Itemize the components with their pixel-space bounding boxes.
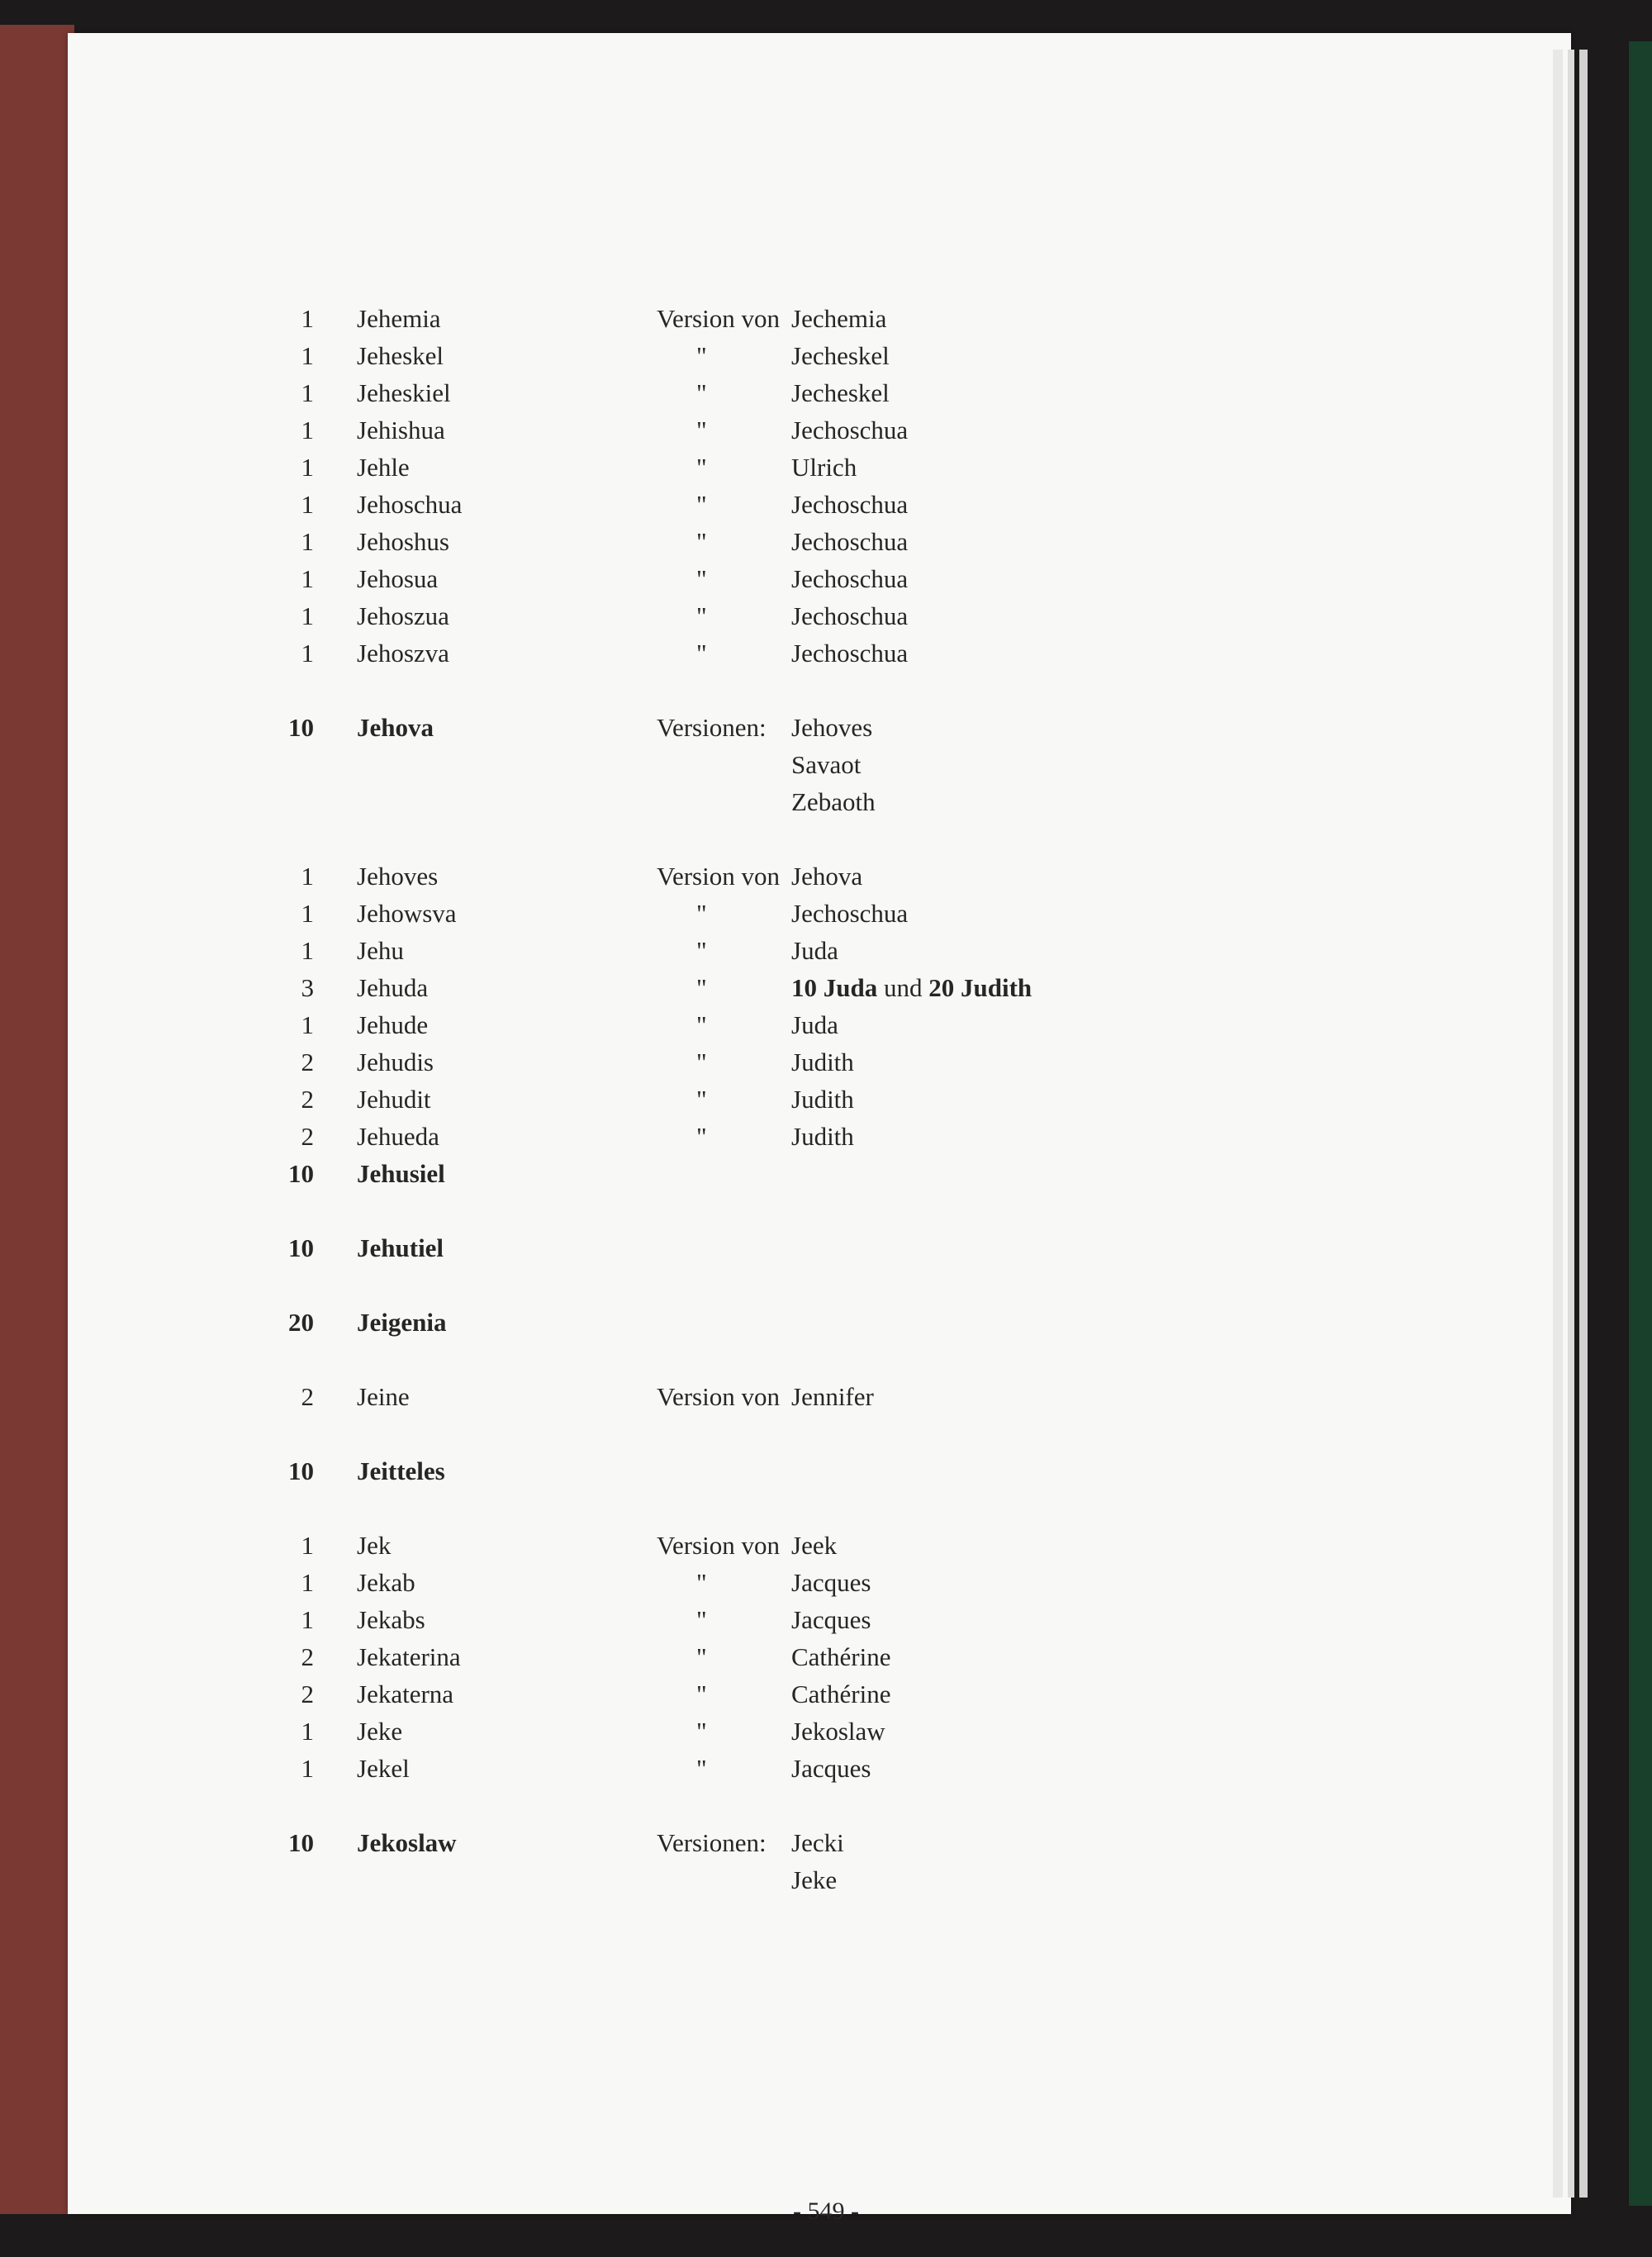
ditto-mark: ": [696, 1680, 707, 1708]
entry-name: Jeitteles: [357, 1456, 445, 1485]
entry-count: 10: [288, 713, 314, 742]
entry-value: Savaot: [791, 750, 862, 779]
ditto-mark: ": [696, 639, 707, 668]
list-item: [0, 412, 1652, 449]
list-item: [0, 1825, 1652, 1861]
entry-count: 1: [301, 1010, 314, 1039]
ditto-mark: ": [696, 973, 707, 1002]
list-item: [0, 1453, 1652, 1490]
entry-name: Jeheskel: [357, 341, 444, 370]
ditto-mark: ": [696, 899, 707, 928]
ditto-mark: ": [696, 453, 707, 482]
page-number: - 549 -: [793, 2198, 859, 2225]
entry-name: Jekab: [357, 1568, 415, 1597]
list-item: [0, 598, 1652, 634]
entry-name: Jekabs: [357, 1605, 425, 1634]
list-item: [0, 1156, 1652, 1192]
entry-value: Jeke: [791, 1865, 838, 1894]
entry-value: Jacques: [791, 1754, 871, 1783]
ditto-mark: ": [696, 1048, 707, 1076]
entry-count: 1: [301, 1531, 314, 1560]
entry-count: 1: [301, 564, 314, 593]
entry-name: Jehle: [357, 453, 410, 482]
ditto-mark: ": [696, 1717, 707, 1746]
list-item: [0, 858, 1652, 895]
entry-count: 1: [301, 1717, 314, 1746]
entry-count: 1: [301, 639, 314, 668]
entry-name: Jekoslaw: [357, 1828, 457, 1857]
ditto-mark: ": [696, 527, 707, 556]
entry-label: Versionen:: [657, 713, 767, 742]
ditto-mark: ": [696, 490, 707, 519]
entry-name: Jehudis: [357, 1048, 434, 1076]
ditto-mark: ": [696, 1568, 707, 1597]
list-item: [0, 449, 1652, 486]
entry-value: Jecheskel: [791, 378, 890, 407]
entry-count: 1: [301, 416, 314, 444]
list-item: [0, 1639, 1652, 1675]
entry-count: 1: [301, 341, 314, 370]
entry-value: Zebaoth: [791, 787, 876, 816]
ditto-mark: ": [696, 1010, 707, 1039]
ditto-mark: ": [696, 1642, 707, 1671]
list-item: [0, 487, 1652, 523]
entry-value: Jehova: [791, 862, 863, 891]
entry-value: Jacques: [791, 1605, 871, 1634]
list-item: [0, 561, 1652, 597]
entry-name: Jek: [357, 1531, 392, 1560]
ditto-mark: ": [696, 378, 707, 407]
entry-name: Jehusiel: [357, 1159, 445, 1188]
ditto-mark: ": [696, 1754, 707, 1783]
ditto-mark: ": [696, 601, 707, 630]
ditto-mark: ": [696, 341, 707, 370]
entry-name: Jekaterina: [357, 1642, 461, 1671]
entry-name: Jehoszua: [357, 601, 449, 630]
entry-value: Jechoschua: [791, 601, 909, 630]
entry-count: 1: [301, 378, 314, 407]
entry-value: Cathérine: [791, 1680, 891, 1708]
entry-value: Jehoves: [791, 713, 873, 742]
entry-count: 1: [301, 527, 314, 556]
entry-value-part: 20 Judith: [928, 973, 1032, 1002]
entry-name: Jehoves: [357, 862, 439, 891]
entry-count: 3: [301, 973, 314, 1002]
entry-name: Jehemia: [357, 304, 441, 333]
entry-name: Jehowsva: [357, 899, 457, 928]
list-item: [0, 933, 1652, 969]
entry-count: 1: [301, 936, 314, 965]
ditto-mark: ": [696, 416, 707, 444]
list-item: [0, 1119, 1652, 1155]
entry-name: Jeine: [357, 1382, 410, 1411]
entry-value: Jeek: [791, 1531, 838, 1560]
entry-value: Jecheskel: [791, 341, 890, 370]
entry-count: 1: [301, 453, 314, 482]
list-item: [0, 747, 1652, 783]
list-item: [0, 1713, 1652, 1750]
list-item: [0, 1602, 1652, 1638]
entry-value: Juda: [791, 936, 838, 965]
ditto-mark: ": [696, 1085, 707, 1114]
entry-count: 2: [301, 1048, 314, 1076]
entry-name: Jehutiel: [357, 1233, 444, 1262]
list-item: [0, 970, 1652, 1006]
entry-count: 1: [301, 862, 314, 891]
entry-count: 1: [301, 490, 314, 519]
entry-value: Jechoschua: [791, 527, 909, 556]
entry-count: 1: [301, 1605, 314, 1634]
entry-value: Jacques: [791, 1568, 871, 1597]
entry-value: Judith: [791, 1085, 854, 1114]
entry-value: Jechoschua: [791, 490, 909, 519]
entry-value: Jecki: [791, 1828, 844, 1857]
entry-count: 10: [288, 1828, 314, 1857]
entry-name: Jehova: [357, 713, 434, 742]
entry-count: 1: [301, 1754, 314, 1783]
entry-value-joiner: und: [877, 973, 929, 1002]
list-item: [0, 1751, 1652, 1787]
entry-value: Judith: [791, 1048, 854, 1076]
entry-count: 10: [288, 1233, 314, 1262]
entry-name: Jehishua: [357, 416, 445, 444]
entry-count: 2: [301, 1122, 314, 1151]
entry-count: 2: [301, 1085, 314, 1114]
entry-name: Jehudit: [357, 1085, 431, 1114]
entry-value: Jekoslaw: [791, 1717, 885, 1746]
list-item: [0, 784, 1652, 820]
entry-value-part: 10 Juda: [791, 973, 878, 1002]
list-item: [0, 338, 1652, 374]
entry-name: Jehoszva: [357, 639, 449, 668]
entry-value: Judith: [791, 1122, 854, 1151]
list-item: [0, 635, 1652, 672]
list-item: [0, 1676, 1652, 1713]
entry-value: Jechoschua: [791, 564, 909, 593]
entry-count: 1: [301, 601, 314, 630]
entry-count: 1: [301, 899, 314, 928]
entry-count: 2: [301, 1382, 314, 1411]
entry-name: Jekaterna: [357, 1680, 454, 1708]
entry-value: Jechoschua: [791, 416, 909, 444]
entry-label: Version von: [657, 862, 780, 891]
entry-count: 10: [288, 1456, 314, 1485]
ditto-mark: ": [696, 1122, 707, 1151]
entry-count: 1: [301, 304, 314, 333]
entry-count: 1: [301, 1568, 314, 1597]
list-item: [0, 1081, 1652, 1118]
entry-name: Jehuda: [357, 973, 429, 1002]
entry-name: Jehu: [357, 936, 404, 965]
entry-name: Jeigenia: [357, 1308, 447, 1337]
entry-value: [791, 970, 1032, 1006]
list-item: [0, 524, 1652, 560]
list-item: [0, 375, 1652, 411]
entry-value: Cathérine: [791, 1642, 891, 1671]
list-item: [0, 1528, 1652, 1564]
entry-name: Jeheskiel: [357, 378, 451, 407]
entry-name: Jehude: [357, 1010, 429, 1039]
ditto-mark: ": [696, 1605, 707, 1634]
list-item: [0, 301, 1652, 337]
entry-name: Jeke: [357, 1717, 403, 1746]
list-item: [0, 1007, 1652, 1043]
list-item: [0, 1044, 1652, 1081]
entry-label: Version von: [657, 1531, 780, 1560]
entry-name: Jehosua: [357, 564, 439, 593]
entry-name: Jehoschua: [357, 490, 463, 519]
list-item: [0, 1565, 1652, 1601]
list-item: [0, 1862, 1652, 1898]
entry-count: 10: [288, 1159, 314, 1188]
entry-count: 20: [288, 1308, 314, 1337]
entry-label: Version von: [657, 304, 780, 333]
entry-count: 2: [301, 1642, 314, 1671]
entry-name: Jehoshus: [357, 527, 449, 556]
ditto-mark: ": [696, 564, 707, 593]
list-item: [0, 896, 1652, 932]
list-item: [0, 710, 1652, 746]
entry-value: Jechoschua: [791, 639, 909, 668]
entry-value: Jennifer: [791, 1382, 874, 1411]
entry-value: Juda: [791, 1010, 838, 1039]
entry-label: Versionen:: [657, 1828, 767, 1857]
entry-value: Ulrich: [791, 453, 857, 482]
list-item: [0, 1304, 1652, 1341]
entry-name: Jehueda: [357, 1122, 439, 1151]
entry-value: Jechoschua: [791, 899, 909, 928]
list-item: [0, 1379, 1652, 1415]
entry-name: Jekel: [357, 1754, 410, 1783]
entry-count: 2: [301, 1680, 314, 1708]
entry-value: Jechemia: [791, 304, 887, 333]
entry-label: Version von: [657, 1382, 780, 1411]
list-item: [0, 1230, 1652, 1266]
ditto-mark: ": [696, 936, 707, 965]
